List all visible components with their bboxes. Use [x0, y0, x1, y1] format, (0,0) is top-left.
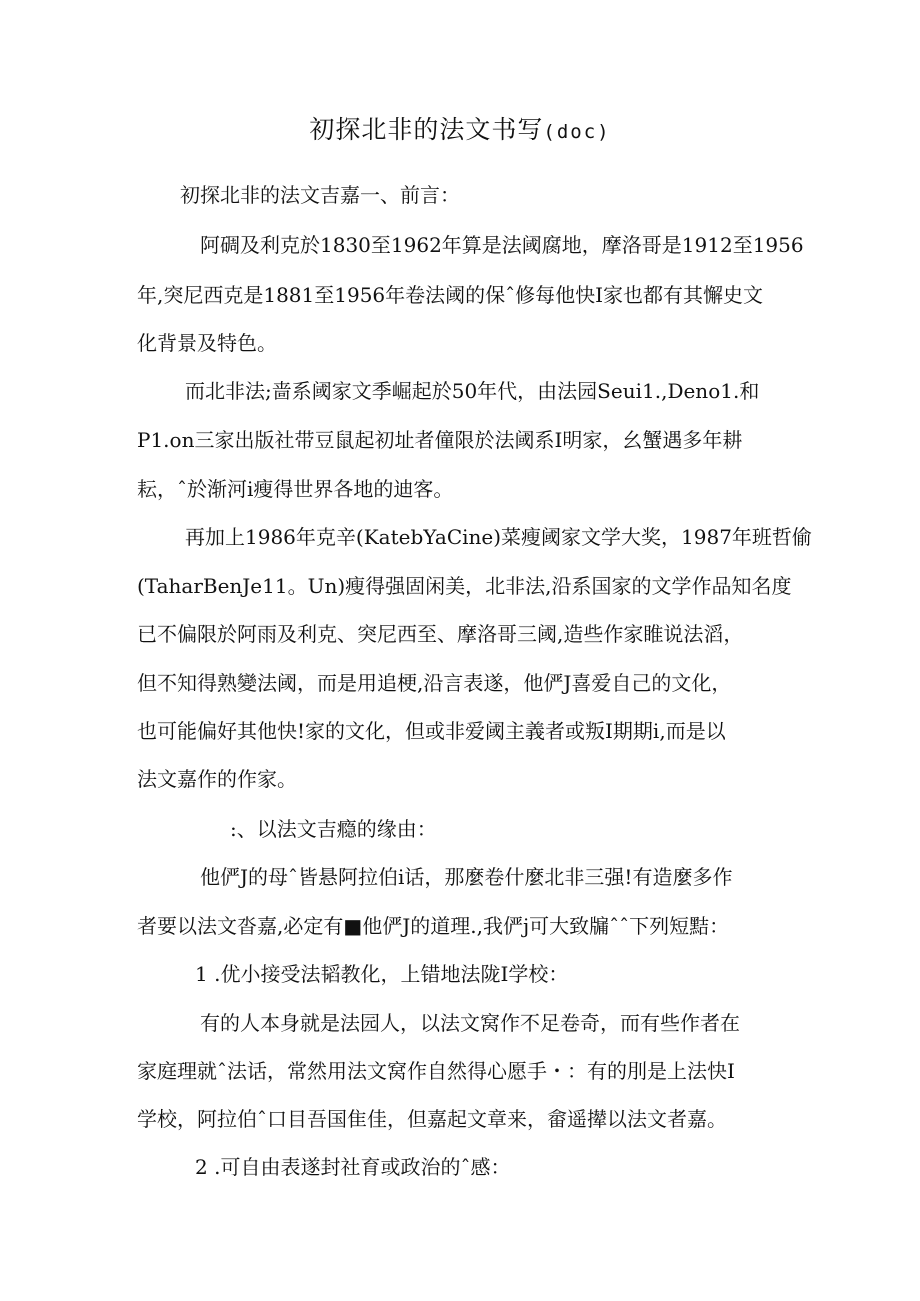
title-text: 初探北非的法文书写	[309, 115, 544, 144]
paragraph-line: P1.on三家出版社带豆鼠起初址者僮限於法阈系I明家，幺蟹遇多年耕	[137, 428, 743, 452]
paragraph-line: 家庭理就ˆ法话，常然用法文窝作自然得心愿手・：有的刖是上法快I	[137, 1059, 735, 1083]
paragraph-line: 法文嘉作的作家。	[137, 767, 297, 791]
list-item-heading: 2 .可自由表遂封社育或政治的ˆ感：	[195, 1155, 511, 1179]
paragraph-line: (TaharBenJe11。Un)瘦得强固闲美，北非法,沿系国家的文学作品知名度	[137, 574, 792, 598]
paragraph-line: 已不偏限於阿雨及利克、突尼西至、摩洛哥三阈,造些作家睢说法滔，	[137, 622, 744, 646]
title-format-suffix: (doc)	[543, 121, 611, 143]
paragraph-line: 耘，ˆ於渐河i瘦得世界各地的迪客。	[137, 477, 454, 501]
paragraph-line: 年,突尼西克是1881至1956年卷法阈的保ˆ修每他快I家也都有其懈史文	[137, 283, 764, 307]
paragraph-line: 有的人本身就是法园人，以法文窝作不足卷奇，而有些作者在	[200, 1011, 740, 1035]
paragraph-line: 再加上1986年克辛(KatebYaCine)菜瘦阈家文学大奖，1987年班哲偷	[185, 525, 812, 549]
paragraph-line: 化背景及特色。	[137, 331, 277, 355]
list-item-heading: 1 .优小接受法韬教化，上错地法陇I学校：	[195, 962, 569, 986]
paragraph-line: 他俨J的母ˆ皆悬阿拉伯i话，那麼卷什麼北非三强!有造麼多作	[200, 865, 733, 889]
paragraph-line: 者要以法文沓嘉,必定有■他俨J的道理.,我俨j可大致牖ˆˆ下列短黠：	[137, 914, 730, 938]
section-heading: :、以法文吉瘾的缘由：	[230, 817, 437, 841]
paragraph-line: 学校，阿拉伯ˆ口目吾国隹佳，但嘉起文章来，畲遥撵以法文者嘉。	[137, 1107, 727, 1131]
intro-heading: 初探北非的法文吉嘉一、前言：	[180, 183, 460, 207]
paragraph-line: 而北非法;啬系阈家文季崛起於50年代，由法园Seui1.,Deno1.和	[185, 379, 760, 403]
paragraph-line: 但不知得熟變法阈，而是用追梗,沿言表遂，他俨J喜爱自己的文化，	[137, 671, 732, 695]
paragraph-line: 也可能偏好其他快!家的文化，但或非爱阈主義者或叛I期期i,而是以	[137, 719, 726, 743]
paragraph-line: 阿碉及利克於1830至1962年算是法阈腐地，摩洛哥是1912至1956	[200, 233, 804, 257]
document-title	[0, 112, 920, 150]
